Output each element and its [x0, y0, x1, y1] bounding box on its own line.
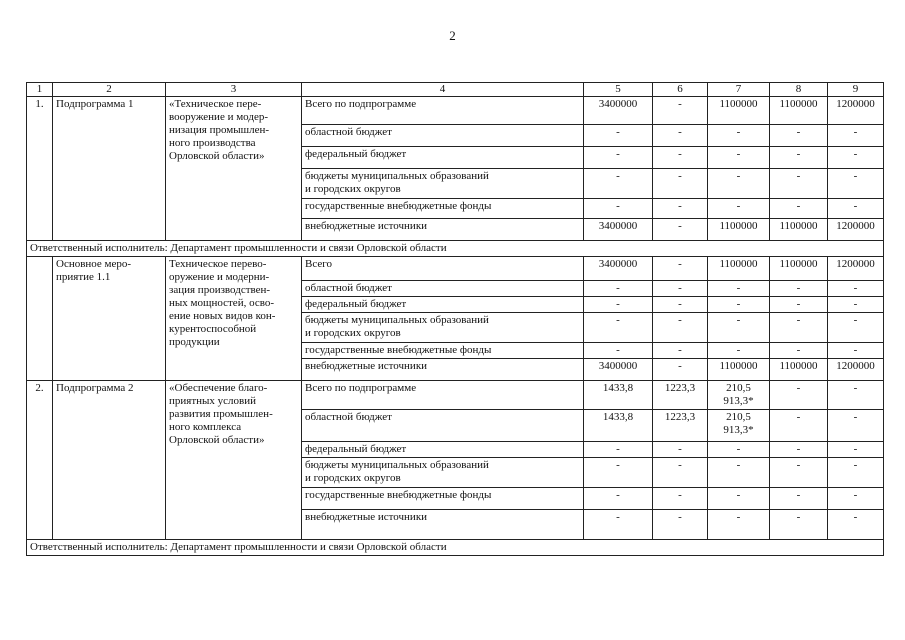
value-cell: -: [653, 313, 708, 343]
value-cell: -: [653, 442, 708, 458]
value-cell: -: [828, 381, 884, 410]
value-cell: -: [708, 199, 770, 219]
value-cell: 210,5 913,3*: [708, 410, 770, 442]
funding-source: государственные внебюджетные фонды: [302, 488, 584, 510]
value-cell: -: [828, 147, 884, 169]
value-cell: -: [653, 510, 708, 540]
funding-source: федеральный бюджет: [302, 442, 584, 458]
value-cell: -: [770, 410, 828, 442]
value-cell: -: [708, 442, 770, 458]
value-cell: -: [584, 488, 653, 510]
value-cell: -: [653, 169, 708, 199]
value-cell: 1100000: [770, 257, 828, 281]
column-header: 3: [166, 83, 302, 97]
value-cell: 3400000: [584, 219, 653, 241]
value-cell: -: [708, 169, 770, 199]
value-cell: -: [708, 458, 770, 488]
value-cell: 1100000: [770, 219, 828, 241]
value-cell: -: [708, 488, 770, 510]
value-cell: 1223,3: [653, 410, 708, 442]
value-cell: -: [584, 125, 653, 147]
value-cell: -: [653, 125, 708, 147]
funding-source: бюджеты муниципальных образований и городских округов: [302, 169, 584, 199]
value-cell: -: [770, 442, 828, 458]
funding-source: Всего: [302, 257, 584, 281]
column-header: 4: [302, 83, 584, 97]
value-cell: -: [708, 313, 770, 343]
value-cell: -: [584, 169, 653, 199]
value-cell: -: [770, 458, 828, 488]
funding-source: внебюджетные источники: [302, 510, 584, 540]
value-cell: 1100000: [708, 219, 770, 241]
value-cell: -: [584, 510, 653, 540]
column-header: 1: [27, 83, 53, 97]
value-cell: -: [770, 381, 828, 410]
funding-source: государственные внебюджетные фонды: [302, 199, 584, 219]
section-name: Основное меро- приятие 1.1: [53, 257, 166, 381]
value-cell: -: [828, 125, 884, 147]
value-cell: 1200000: [828, 359, 884, 381]
value-cell: -: [584, 199, 653, 219]
responsible-executor: Ответственный исполнитель: Департамент промышленности и связи Орловской области: [27, 540, 884, 556]
value-cell: -: [708, 297, 770, 313]
value-cell: -: [584, 458, 653, 488]
value-cell: 1223,3: [653, 381, 708, 410]
funding-source: Всего по подпрограмме: [302, 97, 584, 125]
value-cell: 1200000: [828, 257, 884, 281]
responsible-row: [27, 241, 884, 257]
value-cell: -: [828, 199, 884, 219]
value-cell: -: [708, 147, 770, 169]
value-cell: 1200000: [828, 219, 884, 241]
funding-source: областной бюджет: [302, 125, 584, 147]
page-number: 2: [449, 28, 456, 43]
value-cell: -: [708, 281, 770, 297]
value-cell: -: [653, 343, 708, 359]
section-name: Подпрограмма 1: [53, 97, 166, 241]
funding-source: федеральный бюджет: [302, 297, 584, 313]
funding-source: федеральный бюджет: [302, 147, 584, 169]
value-cell: -: [653, 281, 708, 297]
section-title: Техническое перево- оружение и модерни- зация производствен- ных мощностей, осво- ение новых видов кон- курентоспособной продукции: [166, 257, 302, 381]
value-cell: -: [828, 458, 884, 488]
value-cell: 1100000: [708, 97, 770, 125]
value-cell: -: [770, 125, 828, 147]
value-cell: 1100000: [770, 97, 828, 125]
value-cell: -: [653, 257, 708, 281]
value-cell: -: [770, 510, 828, 540]
value-cell: -: [770, 147, 828, 169]
responsible-row: [27, 540, 884, 556]
section-number: [27, 257, 53, 381]
value-cell: -: [708, 125, 770, 147]
column-number-row: [27, 83, 884, 97]
funding-source: бюджеты муниципальных образований и городских округов: [302, 313, 584, 343]
value-cell: 1100000: [708, 359, 770, 381]
section-title: «Техническое пере- вооружение и модер- низация промышлен- ного производства Орловской области»: [166, 97, 302, 241]
funding-source: бюджеты муниципальных образований и городских округов: [302, 458, 584, 488]
value-cell: 1433,8: [584, 410, 653, 442]
value-cell: -: [653, 219, 708, 241]
value-cell: 1200000: [828, 97, 884, 125]
column-header: 7: [708, 83, 770, 97]
value-cell: -: [653, 97, 708, 125]
table-row: [27, 381, 884, 410]
value-cell: 3400000: [584, 97, 653, 125]
value-cell: -: [653, 199, 708, 219]
value-cell: -: [828, 488, 884, 510]
column-header: 5: [584, 83, 653, 97]
table-row: [27, 257, 884, 281]
value-cell: 210,5 913,3*: [708, 381, 770, 410]
section-name: Подпрограмма 2: [53, 381, 166, 540]
value-cell: -: [653, 297, 708, 313]
value-cell: -: [584, 343, 653, 359]
funding-source: Всего по подпрограмме: [302, 381, 584, 410]
value-cell: 1100000: [770, 359, 828, 381]
value-cell: -: [828, 510, 884, 540]
value-cell: -: [584, 297, 653, 313]
value-cell: -: [770, 297, 828, 313]
value-cell: -: [828, 410, 884, 442]
value-cell: -: [584, 147, 653, 169]
funding-source: внебюджетные источники: [302, 219, 584, 241]
value-cell: -: [770, 343, 828, 359]
value-cell: -: [653, 359, 708, 381]
value-cell: -: [828, 313, 884, 343]
value-cell: -: [653, 488, 708, 510]
section-number: 2.: [27, 381, 53, 540]
value-cell: 3400000: [584, 257, 653, 281]
section-number: 1.: [27, 97, 53, 241]
column-header: 9: [828, 83, 884, 97]
value-cell: -: [708, 510, 770, 540]
value-cell: -: [770, 199, 828, 219]
value-cell: -: [584, 442, 653, 458]
value-cell: -: [770, 281, 828, 297]
value-cell: -: [828, 281, 884, 297]
value-cell: 3400000: [584, 359, 653, 381]
value-cell: -: [828, 169, 884, 199]
column-header: 2: [53, 83, 166, 97]
value-cell: -: [770, 488, 828, 510]
value-cell: -: [653, 147, 708, 169]
value-cell: -: [770, 169, 828, 199]
value-cell: -: [708, 343, 770, 359]
value-cell: -: [828, 343, 884, 359]
value-cell: 1100000: [708, 257, 770, 281]
value-cell: -: [584, 313, 653, 343]
column-header: 6: [653, 83, 708, 97]
value-cell: -: [828, 297, 884, 313]
value-cell: -: [584, 281, 653, 297]
value-cell: 1433,8: [584, 381, 653, 410]
funding-source: государственные внебюджетные фонды: [302, 343, 584, 359]
table-row: [27, 97, 884, 125]
column-header: 8: [770, 83, 828, 97]
funding-source: областной бюджет: [302, 281, 584, 297]
value-cell: -: [828, 442, 884, 458]
section-title: «Обеспечение благо- приятных условий развития промышлен- ного комплекса Орловской области»: [166, 381, 302, 540]
value-cell: -: [770, 313, 828, 343]
funding-source: областной бюджет: [302, 410, 584, 442]
value-cell: -: [653, 458, 708, 488]
funding-source: внебюджетные источники: [302, 359, 584, 381]
responsible-executor: Ответственный исполнитель: Департамент промышленности и связи Орловской области: [27, 241, 884, 257]
budget-table: [26, 82, 884, 556]
